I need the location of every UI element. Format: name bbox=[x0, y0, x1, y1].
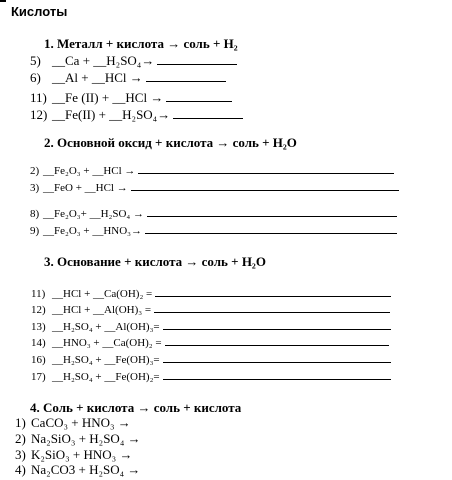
row-number: 6) bbox=[30, 70, 41, 85]
row-number: 11) bbox=[31, 288, 46, 300]
equation-row bbox=[15, 448, 132, 462]
equation-row bbox=[30, 53, 237, 68]
equation-text: __Fe₂O₃ + __HCl → bbox=[43, 165, 136, 177]
equation-row bbox=[30, 107, 243, 122]
row-number: 8) bbox=[30, 208, 40, 220]
answer-line bbox=[145, 222, 397, 234]
equation-row bbox=[30, 179, 399, 195]
row-number: 16) bbox=[31, 354, 46, 366]
answer-line bbox=[163, 368, 391, 380]
row-number: 12) bbox=[31, 304, 46, 316]
answer-line bbox=[155, 285, 391, 297]
section-4-heading: 4. Соль + кислота → соль + кислота bbox=[30, 400, 242, 415]
answer-line bbox=[166, 90, 232, 102]
equation-text: Na₂SiO₃ + H₂SO₄ → bbox=[31, 431, 141, 446]
answer-line bbox=[163, 351, 391, 363]
equation-row bbox=[30, 205, 397, 221]
row-number: 3) bbox=[15, 447, 26, 462]
row-number: 5) bbox=[30, 53, 41, 68]
equation-text: __Fe(II) + __H₂SO₄→ bbox=[52, 107, 171, 122]
row-number: 2) bbox=[15, 431, 26, 446]
row-number: 2) bbox=[30, 165, 40, 177]
equation-text: __Fe₂O₃ + __HNO₃→ bbox=[43, 225, 142, 237]
answer-line bbox=[163, 318, 391, 330]
equation-text: __H₂SO₄ + __Fe(OH)₃= bbox=[52, 354, 160, 366]
equation-text: Na₂CO3 + H₂SO₄ → bbox=[31, 462, 141, 477]
equation-text: __H₂SO₄ + __Al(OH)₃= bbox=[52, 321, 160, 333]
equation-text: __Al + __HCl → bbox=[52, 70, 143, 85]
equation-row bbox=[15, 416, 131, 430]
answer-line bbox=[154, 301, 390, 313]
answer-line bbox=[131, 179, 399, 191]
answer-line bbox=[138, 162, 394, 174]
equation-row bbox=[30, 222, 397, 238]
equation-text: CaCO₃ + HNO₃ → bbox=[31, 415, 131, 430]
equation-text: __Fe₂O₃+ __H₂SO₄ → bbox=[43, 208, 144, 220]
equation-text: __HNO₃ + __Ca(OH)₂ = bbox=[52, 337, 162, 349]
row-number: 14) bbox=[31, 337, 46, 349]
equation-row bbox=[15, 463, 140, 477]
equation-text: __FeO + __HCl → bbox=[43, 182, 128, 194]
equation-row bbox=[31, 318, 391, 334]
row-number: 12) bbox=[30, 107, 48, 122]
section-1-heading: 1. Металл + кислота → соль + H₂ bbox=[44, 36, 238, 51]
answer-line bbox=[165, 334, 389, 346]
corner-mark bbox=[0, 0, 6, 2]
row-number: 3) bbox=[30, 182, 40, 194]
equation-row bbox=[15, 432, 141, 446]
row-number: 17) bbox=[31, 371, 46, 383]
equation-text: __Ca + __H₂SO₄→ bbox=[52, 53, 155, 68]
page-title: Кислоты bbox=[11, 4, 68, 19]
equation-row bbox=[31, 301, 390, 317]
equation-text: __H₂SO₄ + __Fe(OH)₂= bbox=[52, 371, 160, 383]
row-number: 13) bbox=[31, 321, 46, 333]
row-number: 9) bbox=[30, 225, 40, 237]
equation-text: __HCl + __Al(OH)₃ = bbox=[52, 304, 152, 316]
equation-text: K₂SiO₃ + HNO₃ → bbox=[31, 447, 133, 462]
answer-line bbox=[157, 53, 237, 65]
answer-line bbox=[147, 205, 397, 217]
equation-row bbox=[31, 368, 391, 384]
answer-line bbox=[146, 70, 226, 82]
equation-row bbox=[30, 70, 226, 85]
equation-row bbox=[31, 334, 389, 350]
row-number: 4) bbox=[15, 462, 26, 477]
row-number: 11) bbox=[30, 90, 47, 105]
equation-text: __HCl + __Ca(OH)₂ = bbox=[52, 288, 153, 300]
equation-row bbox=[31, 285, 391, 301]
section-2-heading: 2. Основной оксид + кислота → соль + H₂O bbox=[44, 135, 297, 150]
equation-row bbox=[31, 351, 391, 367]
equation-text: __Fe (II) + __HCl → bbox=[52, 90, 164, 105]
answer-line bbox=[173, 107, 243, 119]
equation-row bbox=[30, 162, 394, 178]
section-3-heading: 3. Основание + кислота → соль + H₂O bbox=[44, 254, 266, 269]
row-number: 1) bbox=[15, 415, 26, 430]
equation-row bbox=[30, 90, 232, 105]
